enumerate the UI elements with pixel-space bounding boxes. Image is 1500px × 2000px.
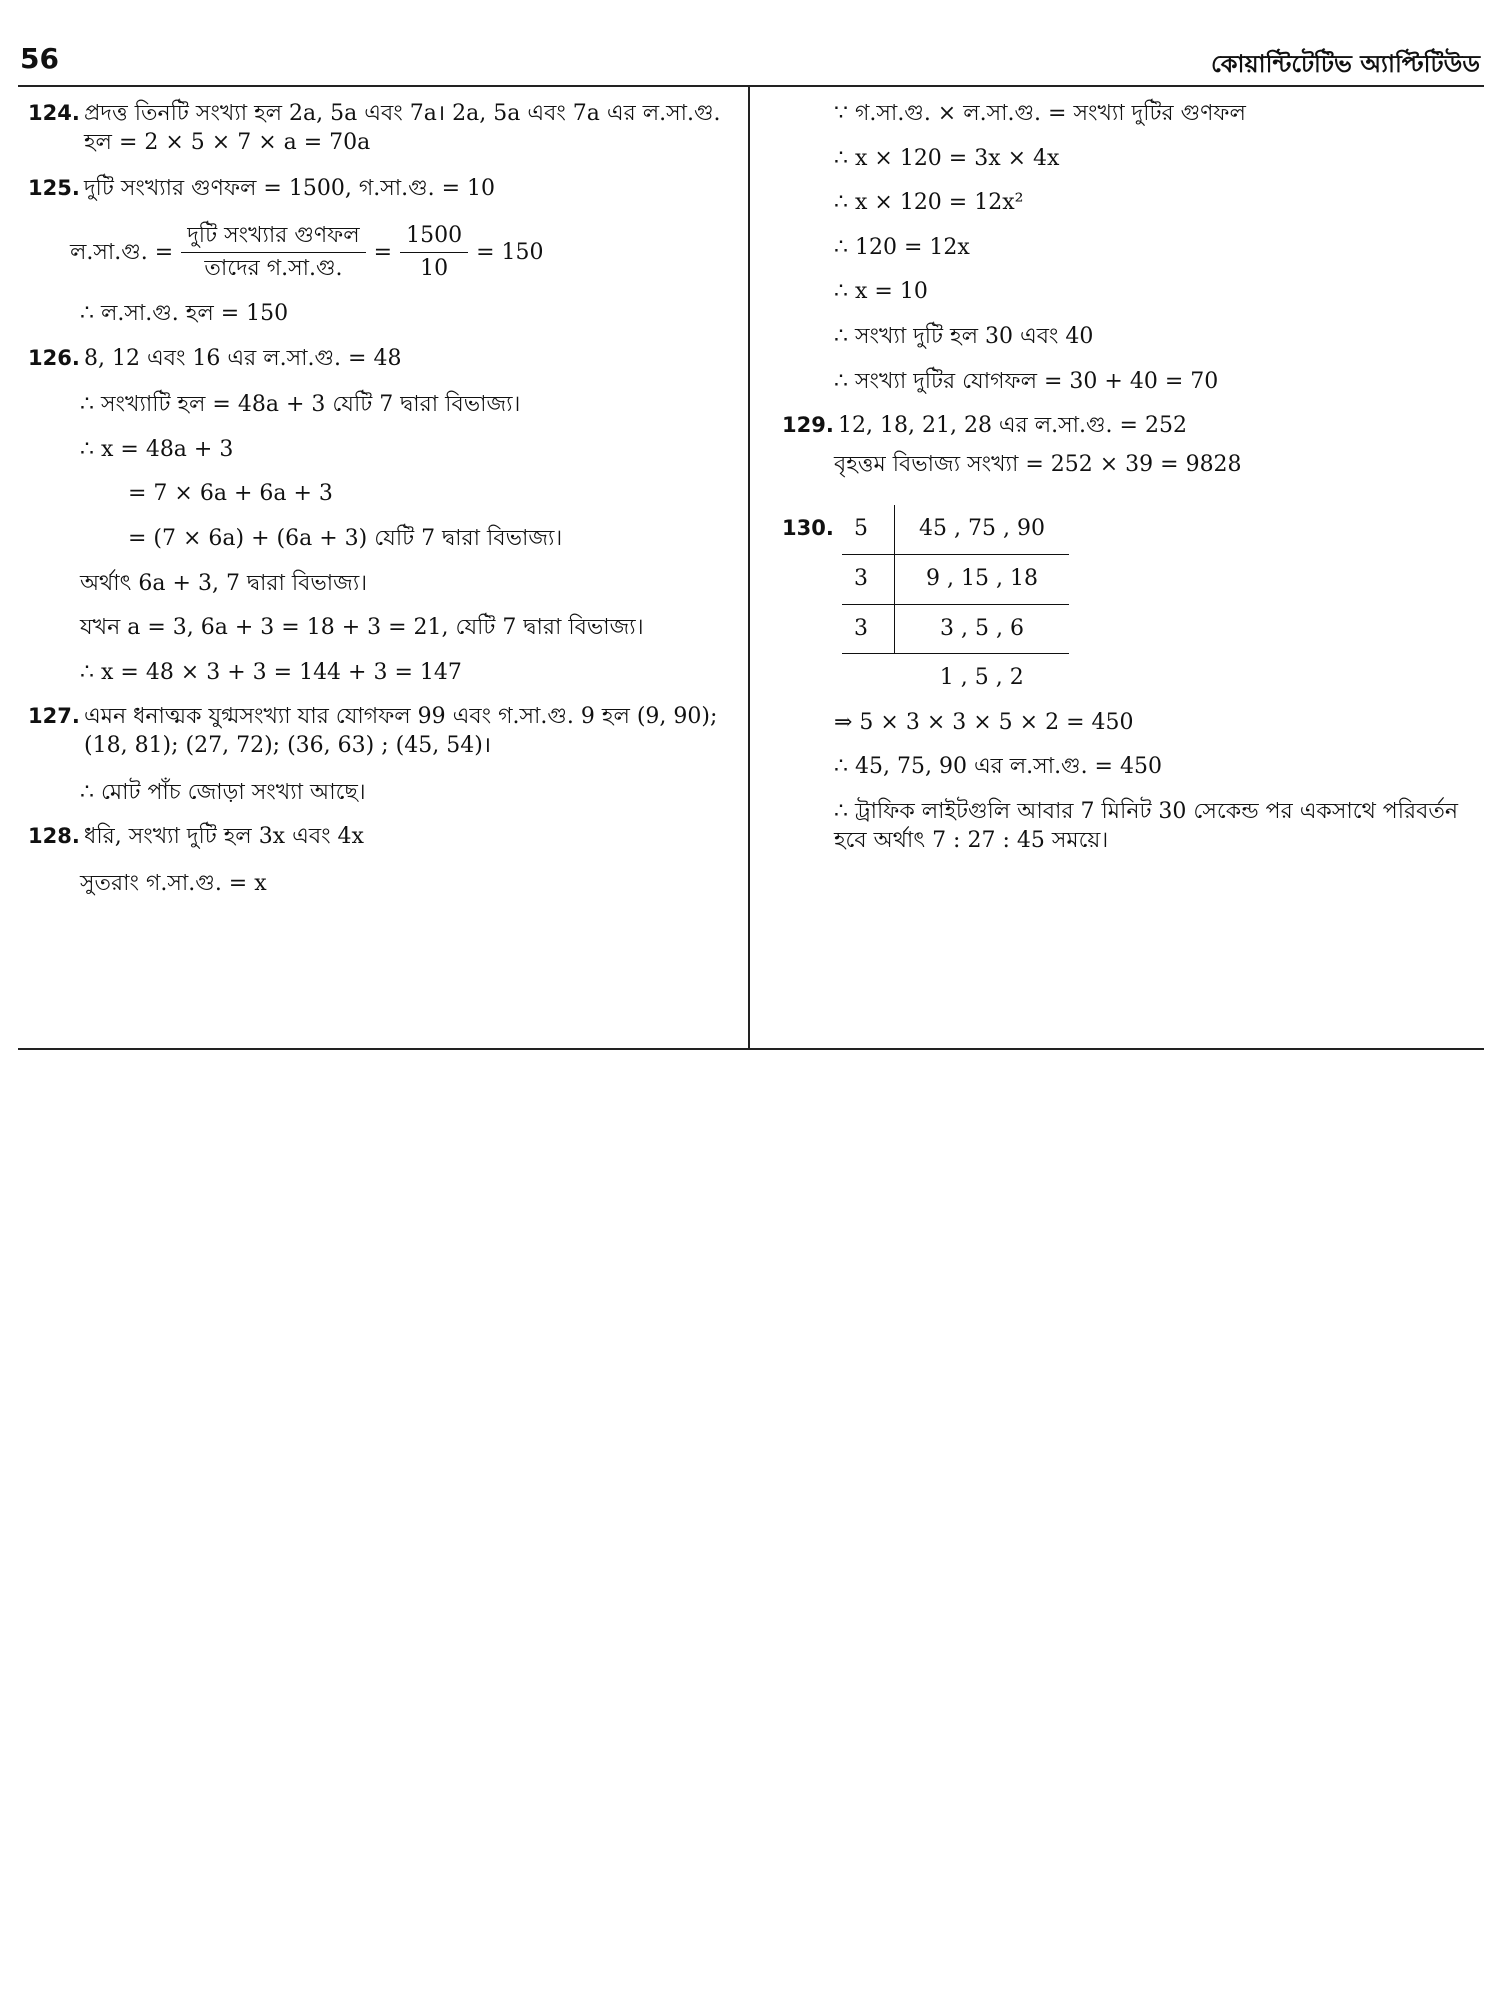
solution-124 [28, 100, 733, 157]
division-ladder [842, 505, 1069, 702]
solution-text: 12, 18, 21, 28 এর ল.সা.গু. = 252 [838, 413, 1187, 439]
fraction-result: = 150 [476, 239, 544, 265]
solution-text: প্রদত্ত তিনটি সংখ্যা হল 2a, 5a এবং 7a। 2a, 5a এবং 7a এর ল.সা.গু. [84, 101, 721, 126]
fraction-denominator: 10 [420, 256, 449, 282]
solution-text: ∴ সংখ্যা দুটি হল 30 এবং 40 [834, 323, 1094, 349]
footer-rule [18, 1048, 1484, 1050]
solution-text: হল = 2 × 5 × 7 × a = 70a [84, 129, 371, 155]
solution-text: দুটি সংখ্যার গুণফল = 1500, গ.সা.গু. = 10 [84, 176, 496, 202]
question-number: 126. [28, 345, 80, 370]
solution-128 [28, 823, 733, 852]
quotients: 9 , 15 , 18 [895, 554, 1070, 604]
solution-text: ∴ 120 = 12x [834, 234, 970, 260]
solution-text: ∴ মোট পাঁচ জোড়া সংখ্যা আছে। [80, 779, 366, 805]
solution-text: ∴ ট্রাফিক লাইটগুলি আবার 7 মিনিট 30 সেকেন্ড পর একসাথে পরিবর্তন [834, 798, 1459, 824]
solution-text: ∴ x × 120 = 12x² [834, 190, 1024, 216]
solution-text: 8, 12 এবং 16 এর ল.সা.গু. = 48 [84, 345, 402, 371]
solution-text: ∵ গ.সা.গু. × ল.সা.গু. = সংখ্যা দুটির গুণফল [834, 101, 1246, 126]
divisor: 3 [842, 604, 895, 654]
solution-text: ∴ x = 48a + 3 [80, 436, 234, 462]
solution-text: এমন ধনাত্মক যুগ্মসংখ্যা যার যোগফল 99 এবং গ.সা.গু. 9 হল (9, 90); [84, 704, 718, 730]
solution-text: ∴ x = 10 [834, 279, 928, 305]
header-rule [18, 85, 1484, 87]
solution-text: ∴ 45, 75, 90 এর ল.সা.গু. = 450 [834, 754, 1162, 780]
equals-sign: = [373, 239, 393, 265]
solution-129 [782, 412, 1487, 441]
solution-text: হবে অর্থাৎ 7 : 27 : 45 সময়ে। [834, 827, 1109, 853]
fraction-denominator: তাদের গ.সা.গু. [204, 256, 343, 282]
solution-text: = 7 × 6a + 6a + 3 [128, 481, 333, 507]
right-column [782, 100, 1487, 855]
solution-text: বৃহত্তম বিভাজ্য সংখ্যা = 252 × 39 = 9828 [834, 451, 1242, 477]
solution-text: = (7 × 6a) + (6a + 3) যেটি 7 দ্বারা বিভাজ্য। [128, 525, 563, 551]
divisor: 5 [842, 505, 895, 554]
column-divider [748, 87, 750, 1048]
solution-text: ∴ সংখ্যাটি হল = 48a + 3 যেটি 7 দ্বারা বিভাজ্য। [80, 392, 521, 418]
quotients: 45 , 75 , 90 [895, 505, 1070, 554]
question-number: 125. [28, 176, 80, 201]
fraction [400, 222, 468, 284]
question-number: 130. [782, 516, 834, 541]
solution-text: অর্থাৎ 6a + 3, 7 দ্বারা বিভাজ্য। [80, 570, 368, 596]
running-header: কোয়ান্টিটেটিভ অ্যাপ্টিটিউড [1211, 50, 1480, 78]
solution-130 [782, 505, 1487, 702]
solution-text: ∴ সংখ্যা দুটির যোগফল = 30 + 40 = 70 [834, 368, 1219, 394]
left-column [28, 100, 733, 914]
solution-text: ∴ ল.সা.গু. হল = 150 [80, 300, 289, 326]
solution-text: (18, 81); (27, 72); (36, 63) ; (45, 54)। [84, 732, 492, 758]
lcm-label: ল.সা.গু. = [70, 239, 174, 265]
solution-text: ∴ x = 48 × 3 + 3 = 144 + 3 = 147 [80, 659, 462, 685]
fraction [181, 222, 365, 284]
page-number: 56 [20, 42, 59, 75]
final-quotients: 1 , 5 , 2 [939, 665, 1024, 691]
divisor: 3 [842, 554, 895, 604]
division-row [842, 554, 1069, 604]
question-number: 124. [28, 101, 80, 125]
division-remainder-row [842, 654, 1069, 703]
solution-127 [28, 703, 733, 760]
division-row [842, 604, 1069, 654]
solution-text: যখন a = 3, 6a + 3 = 18 + 3 = 21, যেটি 7 দ্বারা বিভাজ্য। [80, 615, 644, 641]
quotients: 3 , 5 , 6 [895, 604, 1070, 654]
division-row [842, 505, 1069, 554]
question-number: 127. [28, 704, 80, 729]
lcm-fraction-equation [70, 222, 733, 284]
fraction-numerator: 1500 [400, 222, 468, 254]
solution-text: ধরি, সংখ্যা দুটি হল 3x এবং 4x [84, 824, 364, 850]
solution-text: সুতরাং গ.সা.গু. = x [80, 870, 267, 896]
solution-125 [28, 175, 733, 204]
solution-text: ⇒ 5 × 3 × 3 × 5 × 2 = 450 [834, 709, 1134, 735]
fraction-numerator: দুটি সংখ্যার গুণফল [181, 222, 365, 254]
question-number: 129. [782, 413, 834, 438]
solution-126 [28, 345, 733, 374]
solution-text: ∴ x × 120 = 3x × 4x [834, 145, 1060, 171]
question-number: 128. [28, 824, 80, 849]
